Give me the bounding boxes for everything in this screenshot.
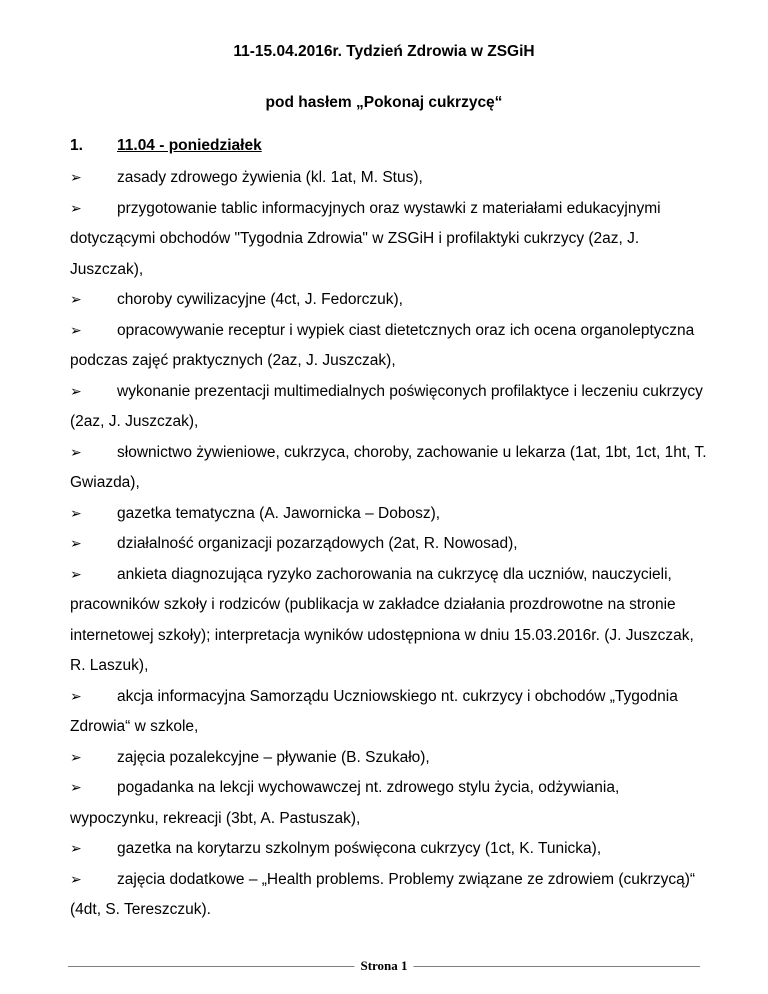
list-item xyxy=(70,529,710,560)
arrow-bullet-icon: ➢ xyxy=(70,292,82,308)
list-item xyxy=(70,865,710,926)
list-item xyxy=(70,773,710,834)
list-item-text: zajęcia pozalekcyjne – pływanie (B. Szukało), xyxy=(117,748,430,766)
list-item xyxy=(70,316,710,377)
list-item xyxy=(70,499,710,530)
document-subtitle: pod hasłem „Pokonaj cukrzycę“ xyxy=(265,94,503,111)
list-item xyxy=(70,163,710,194)
list-item xyxy=(70,560,710,682)
list-item-text: gazetka na korytarzu szkolnym poświęcona cukrzycy (1ct, K. Tunicka), xyxy=(117,840,602,857)
arrow-bullet-icon: ➢ xyxy=(70,688,82,705)
page-number: Strona 1 xyxy=(354,956,413,976)
list-item xyxy=(70,682,710,743)
list-item-text: wykonanie prezentacji multimedialnych poświęconych profilaktyce i leczeniu cukrzycy (2az, J. Juszczak), xyxy=(70,382,703,430)
list-item-text: zajęcia dodatkowe – „Health problems. Problemy związane ze zdrowiem (cukrzycą)“ (4dt, S. Tereszczuk). xyxy=(70,870,696,918)
arrow-bullet-icon: ➢ xyxy=(70,566,82,583)
list-item-text: zasady zdrowego żywienia (kl. 1at, M. Stus), xyxy=(117,169,423,186)
arrow-bullet-icon: ➢ xyxy=(70,536,82,552)
list-item xyxy=(70,834,710,865)
list-item xyxy=(70,194,710,286)
list-item-text: ankieta diagnozująca ryzyko zachorowania na cukrzycę dla uczniów, nauczycieli, pracowników szkoły i rodziców (publikacja w zakładce działania prozdrowotne na stronie internetowej szkoły); interpretacja wyników udostępniona w dniu 15.03.2016r. (J. Juszczak, R. Laszuk), xyxy=(70,565,694,674)
list-item xyxy=(70,743,710,774)
arrow-bullet-icon: ➢ xyxy=(70,200,82,217)
arrow-bullet-icon: ➢ xyxy=(70,322,82,339)
arrow-bullet-icon: ➢ xyxy=(70,780,82,796)
list-item-text: gazetka tematyczna (A. Jawornicka – Dobosz), xyxy=(117,504,441,522)
activity-list xyxy=(70,163,710,926)
page-footer xyxy=(68,956,700,976)
list-item-text: przygotowanie tablic informacyjnych oraz wystawki z materiałami edukacyjnymi dotyczącymi obchodów "Tygodnia Zdrowia" w ZSGiH i profilaktyki cukrzycy (2az, J. Juszczak), xyxy=(70,199,661,278)
section-heading xyxy=(70,137,262,155)
arrow-bullet-icon: ➢ xyxy=(70,871,82,888)
arrow-bullet-icon: ➢ xyxy=(70,841,82,857)
arrow-bullet-icon: ➢ xyxy=(70,749,82,766)
list-item-text: choroby cywilizacyjne (4ct, J. Fedorczuk), xyxy=(117,291,403,308)
list-item-text: opracowywanie receptur i wypiek ciast dietetcznych oraz ich ocena organoleptyczna podczas zajęć praktycznych (2az, J. Juszczak), xyxy=(70,321,695,369)
arrow-bullet-icon: ➢ xyxy=(70,170,82,186)
list-item-text: słownictwo żywieniowe, cukrzyca, choroby, zachowanie u lekarza (1at, 1bt, 1ct, 1ht, T. Gwiazda), xyxy=(70,443,707,491)
section-title: 11.04 - poniedziałek xyxy=(117,137,262,154)
document-title: 11-15.04.2016r. Tydzień Zdrowia w ZSGiH xyxy=(233,43,535,60)
arrow-bullet-icon: ➢ xyxy=(70,505,82,522)
list-item-text: akcja informacyjna Samorządu Uczniowskiego nt. cukrzycy i obchodów „Tygodnia Zdrowia“ w szkole, xyxy=(70,687,678,735)
list-item xyxy=(70,285,710,316)
arrow-bullet-icon: ➢ xyxy=(70,444,82,461)
list-item-text: pogadanka na lekcji wychowawczej nt. zdrowego stylu życia, odżywiania, wypoczynku, rekreacji (3bt, A. Pastuszak), xyxy=(70,779,620,827)
list-item xyxy=(70,438,710,499)
list-item-text: działalność organizacji pozarządowych (2at, R. Nowosad), xyxy=(117,535,518,552)
arrow-bullet-icon: ➢ xyxy=(70,383,82,400)
list-item xyxy=(70,377,710,438)
section-number: 1. xyxy=(70,137,83,154)
